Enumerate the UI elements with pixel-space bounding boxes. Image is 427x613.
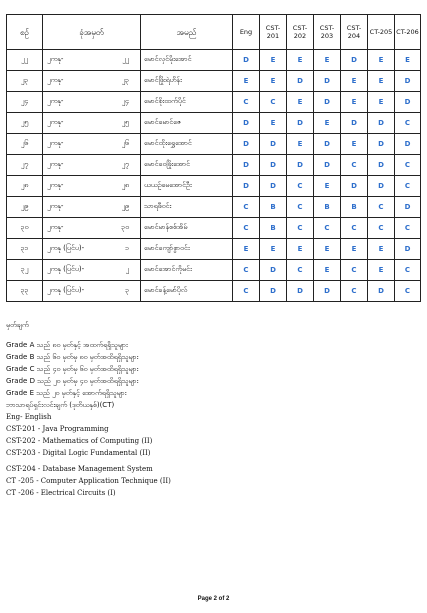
roll-prefix: ၂ကနု-: [47, 55, 64, 63]
grade-cell: C: [395, 260, 421, 281]
subject-line: CST-202 - Mathematics of Computing (II): [6, 437, 153, 445]
table-row: [7, 71, 421, 92]
student-name-cell: သာရဖီဝင်း: [141, 197, 233, 218]
header-course: CST-203: [314, 15, 341, 50]
grade-cell: C: [233, 260, 260, 281]
grade-cell: C: [395, 281, 421, 302]
grade-cell: C: [287, 260, 314, 281]
results-table: [6, 14, 421, 302]
grade-cell: D: [260, 176, 287, 197]
student-name-cell: မောင်မောင်ဇေ: [141, 113, 233, 134]
header-course: CST-204: [341, 15, 368, 50]
table-row: [7, 260, 421, 281]
serial-cell: ၃၂: [7, 260, 43, 281]
grade-cell: D: [314, 71, 341, 92]
roll-prefix: ၂ကနု-: [47, 118, 64, 126]
roll-number-cell: [43, 281, 141, 302]
roll-prefix: ၂ကနု-: [47, 139, 64, 147]
serial-cell: ၃၀: [7, 218, 43, 239]
roll-prefix: ၂ကနု-: [47, 97, 64, 105]
grade-cell: D: [395, 197, 421, 218]
subject-line: CST-204 - Database Management System: [6, 465, 153, 473]
roll-number-cell: [43, 50, 141, 71]
header-course: CST-201: [260, 15, 287, 50]
roll-number-cell: [43, 113, 141, 134]
grade-cell: D: [314, 155, 341, 176]
student-name-cell: မောင်မာန်စစ်အိမ်: [141, 218, 233, 239]
serial-cell: ၃၃: [7, 281, 43, 302]
header-course: CST-202: [287, 15, 314, 50]
grade-cell: E: [314, 260, 341, 281]
grade-cell: C: [341, 218, 368, 239]
page-number: Page 2 of 2: [197, 596, 230, 602]
grade-cell: E: [260, 71, 287, 92]
grade-cell: D: [395, 92, 421, 113]
grade-cell: D: [233, 176, 260, 197]
grade-cell: D: [260, 155, 287, 176]
grade-cell: E: [368, 71, 395, 92]
grade-cell: E: [314, 239, 341, 260]
subject-line: CT -205 - Computer Application Technique (II): [6, 477, 171, 485]
grade-cell: E: [287, 92, 314, 113]
roll-number: ၂၆: [121, 139, 129, 147]
grade-cell: C: [314, 218, 341, 239]
table-row: [7, 218, 421, 239]
table-row: [7, 50, 421, 71]
roll-number-cell: [43, 218, 141, 239]
subject-line: CST-203 - Digital Logic Fundamental (II): [6, 449, 151, 457]
grade-cell: E: [314, 50, 341, 71]
grade-cell: D: [233, 155, 260, 176]
grade-cell: E: [368, 50, 395, 71]
grade-cell: D: [260, 281, 287, 302]
grade-legend-line: Grade C သည် ၄၀ မှတ်မှ ၆၀ မှတ်အထိရရှိသူများ: [6, 365, 139, 373]
table-row: [7, 176, 421, 197]
grade-cell: D: [260, 260, 287, 281]
student-name-cell: မောင်ထိုးရွှေအောင်: [141, 134, 233, 155]
table-row: [7, 281, 421, 302]
grade-cell: C: [260, 92, 287, 113]
grade-cell: D: [314, 92, 341, 113]
grade-cell: B: [260, 218, 287, 239]
roll-number: ၂၉: [121, 202, 129, 210]
table-row: [7, 197, 421, 218]
grade-cell: D: [395, 134, 421, 155]
grade-cell: C: [368, 197, 395, 218]
table-row: [7, 134, 421, 155]
grade-cell: D: [368, 155, 395, 176]
grade-cell: E: [314, 176, 341, 197]
grade-cell: C: [287, 218, 314, 239]
serial-cell: ၂၇: [7, 155, 43, 176]
grade-cell: C: [287, 176, 314, 197]
notes-section: [6, 320, 416, 500]
grade-cell: B: [341, 197, 368, 218]
grade-cell: C: [395, 155, 421, 176]
header-name: အမည်: [141, 15, 233, 50]
roll-prefix: ၂ကနု-: [47, 76, 64, 84]
grade-legend-line: Grade E သည် ၂၀ မှတ်နှင့် အောက်ရရှိသူများ: [6, 389, 127, 397]
roll-number-cell: [43, 260, 141, 281]
grade-cell: E: [260, 50, 287, 71]
grade-cell: D: [395, 71, 421, 92]
grade-cell: D: [287, 71, 314, 92]
header-course: Eng: [233, 15, 260, 50]
grade-cell: D: [287, 113, 314, 134]
serial-cell: ၂၃: [7, 71, 43, 92]
grade-cell: E: [368, 260, 395, 281]
roll-number: ၂၈: [121, 181, 129, 189]
serial-cell: ၃၁: [7, 239, 43, 260]
serial-cell: ၂၆: [7, 134, 43, 155]
grade-cell: C: [395, 113, 421, 134]
roll-prefix: ၂ကနု-: [47, 160, 64, 168]
grade-cell: D: [233, 134, 260, 155]
roll-number-cell: [43, 92, 141, 113]
subject-line: CST-201 - Java Programming: [6, 425, 109, 433]
grade-cell: E: [368, 239, 395, 260]
grade-cell: E: [395, 50, 421, 71]
subject-line: Eng- English: [6, 413, 52, 421]
grade-cell: C: [341, 281, 368, 302]
grade-cell: E: [233, 239, 260, 260]
grade-cell: E: [233, 71, 260, 92]
table-header-row: [7, 15, 421, 50]
student-name-cell: မောင်ကျော်စွာဝင်း: [141, 239, 233, 260]
subject-legend-title: ဘာသာရပ်ရှင်းလင်းချက် (ဒုတိယနှစ်)(CT): [6, 401, 115, 409]
notes-title: မှတ်ချက်: [6, 321, 29, 329]
table-row: [7, 113, 421, 134]
grade-cell: C: [287, 197, 314, 218]
roll-number: ၂၄: [121, 97, 129, 105]
grade-cell: E: [287, 50, 314, 71]
grade-cell: E: [341, 134, 368, 155]
grade-cell: E: [368, 92, 395, 113]
grade-cell: C: [233, 92, 260, 113]
header-roll: ခုံအမှတ်: [43, 15, 141, 50]
grade-cell: D: [233, 50, 260, 71]
roll-number: ၃: [125, 286, 129, 294]
grade-legend-line: Grade A သည် ၈၀ မှတ်နှင့် အထက်ရရှိသူများ: [6, 341, 128, 349]
grade-cell: E: [314, 113, 341, 134]
grade-legend-line: Grade B သည် ၆၀ မှတ်မှ ၈၀ မှတ်အထိရရှိသူများ: [6, 353, 139, 361]
roll-prefix: ၂ကနု (ပြင်ပ)-: [47, 286, 85, 294]
roll-number-cell: [43, 155, 141, 176]
grade-cell: C: [233, 197, 260, 218]
student-name-cell: မောင်စိုးထက်ပိုင်: [141, 92, 233, 113]
serial-cell: ၂၂: [7, 50, 43, 71]
grade-cell: D: [395, 239, 421, 260]
grade-cell: D: [287, 281, 314, 302]
grade-cell: E: [341, 239, 368, 260]
roll-number: ၂၂: [122, 55, 129, 63]
grade-cell: C: [395, 176, 421, 197]
student-name-cell: မောင်လှင်မိုးအောင်: [141, 50, 233, 71]
grade-cell: D: [314, 134, 341, 155]
table-row: [7, 92, 421, 113]
grade-cell: E: [287, 239, 314, 260]
table-row: [7, 239, 421, 260]
grade-cell: E: [341, 92, 368, 113]
grade-cell: E: [341, 71, 368, 92]
grade-cell: D: [341, 113, 368, 134]
table-body: [7, 50, 421, 302]
grade-cell: D: [368, 281, 395, 302]
grade-cell: D: [233, 113, 260, 134]
grade-cell: D: [368, 134, 395, 155]
header-course: CT-205: [368, 15, 395, 50]
roll-number-cell: [43, 134, 141, 155]
table-row: [7, 155, 421, 176]
grade-cell: E: [260, 239, 287, 260]
roll-number: ၂: [125, 265, 129, 273]
roll-number-cell: [43, 176, 141, 197]
header-course: CT-206: [395, 15, 421, 50]
roll-number-cell: [43, 197, 141, 218]
roll-number: ၃၀: [121, 223, 129, 231]
roll-prefix: ၂ကနု-: [47, 223, 64, 231]
serial-cell: ၂၄: [7, 92, 43, 113]
roll-prefix: ၂ကနု-: [47, 181, 64, 189]
grade-cell: C: [233, 281, 260, 302]
grade-cell: D: [314, 281, 341, 302]
student-name-cell: မောင်ဖြိုးရဲဟိန်း: [141, 71, 233, 92]
roll-number-cell: [43, 71, 141, 92]
grade-cell: D: [341, 50, 368, 71]
student-name-cell: မောင်အောင်ကိုမင်း: [141, 260, 233, 281]
roll-prefix: ၂ကနု (ပြင်ပ)-: [47, 265, 85, 273]
subject-line: CT -206 - Electrical Circuits (I): [6, 489, 116, 497]
header-no: စဉ်: [7, 15, 43, 50]
serial-cell: ၂၅: [7, 113, 43, 134]
grade-cell: B: [314, 197, 341, 218]
grade-legend-line: Grade D သည် ၂၀ မှတ်မှ ၄၀ မှတ်အထိရရှိသူများ: [6, 377, 139, 385]
grade-cell: B: [260, 197, 287, 218]
grade-cell: D: [260, 134, 287, 155]
serial-cell: ၂၉: [7, 197, 43, 218]
grade-cell: D: [287, 155, 314, 176]
roll-number: ၂၇: [121, 160, 129, 168]
student-name-cell: မောင်ခန့်မော်ပိုလ်: [141, 281, 233, 302]
student-name-cell: ယယဉ်မေအောင်ဦး: [141, 176, 233, 197]
serial-cell: ၂၈: [7, 176, 43, 197]
roll-number-cell: [43, 239, 141, 260]
roll-prefix: ၂ကနု (ပြင်ပ)-: [47, 244, 85, 252]
grade-cell: C: [233, 218, 260, 239]
roll-number: ၁: [125, 244, 129, 252]
grade-cell: C: [341, 260, 368, 281]
roll-number: ၂၃: [121, 76, 129, 84]
grade-cell: D: [368, 113, 395, 134]
grade-cell: C: [368, 218, 395, 239]
grade-cell: C: [395, 218, 421, 239]
grade-cell: C: [341, 155, 368, 176]
grade-cell: D: [368, 176, 395, 197]
grade-cell: D: [341, 176, 368, 197]
grade-cell: E: [260, 113, 287, 134]
roll-number: ၂၅: [121, 118, 129, 126]
student-name-cell: မောင်ဝေဖြိုးအောင်: [141, 155, 233, 176]
grade-cell: E: [287, 134, 314, 155]
roll-prefix: ၂ကနု-: [47, 202, 64, 210]
